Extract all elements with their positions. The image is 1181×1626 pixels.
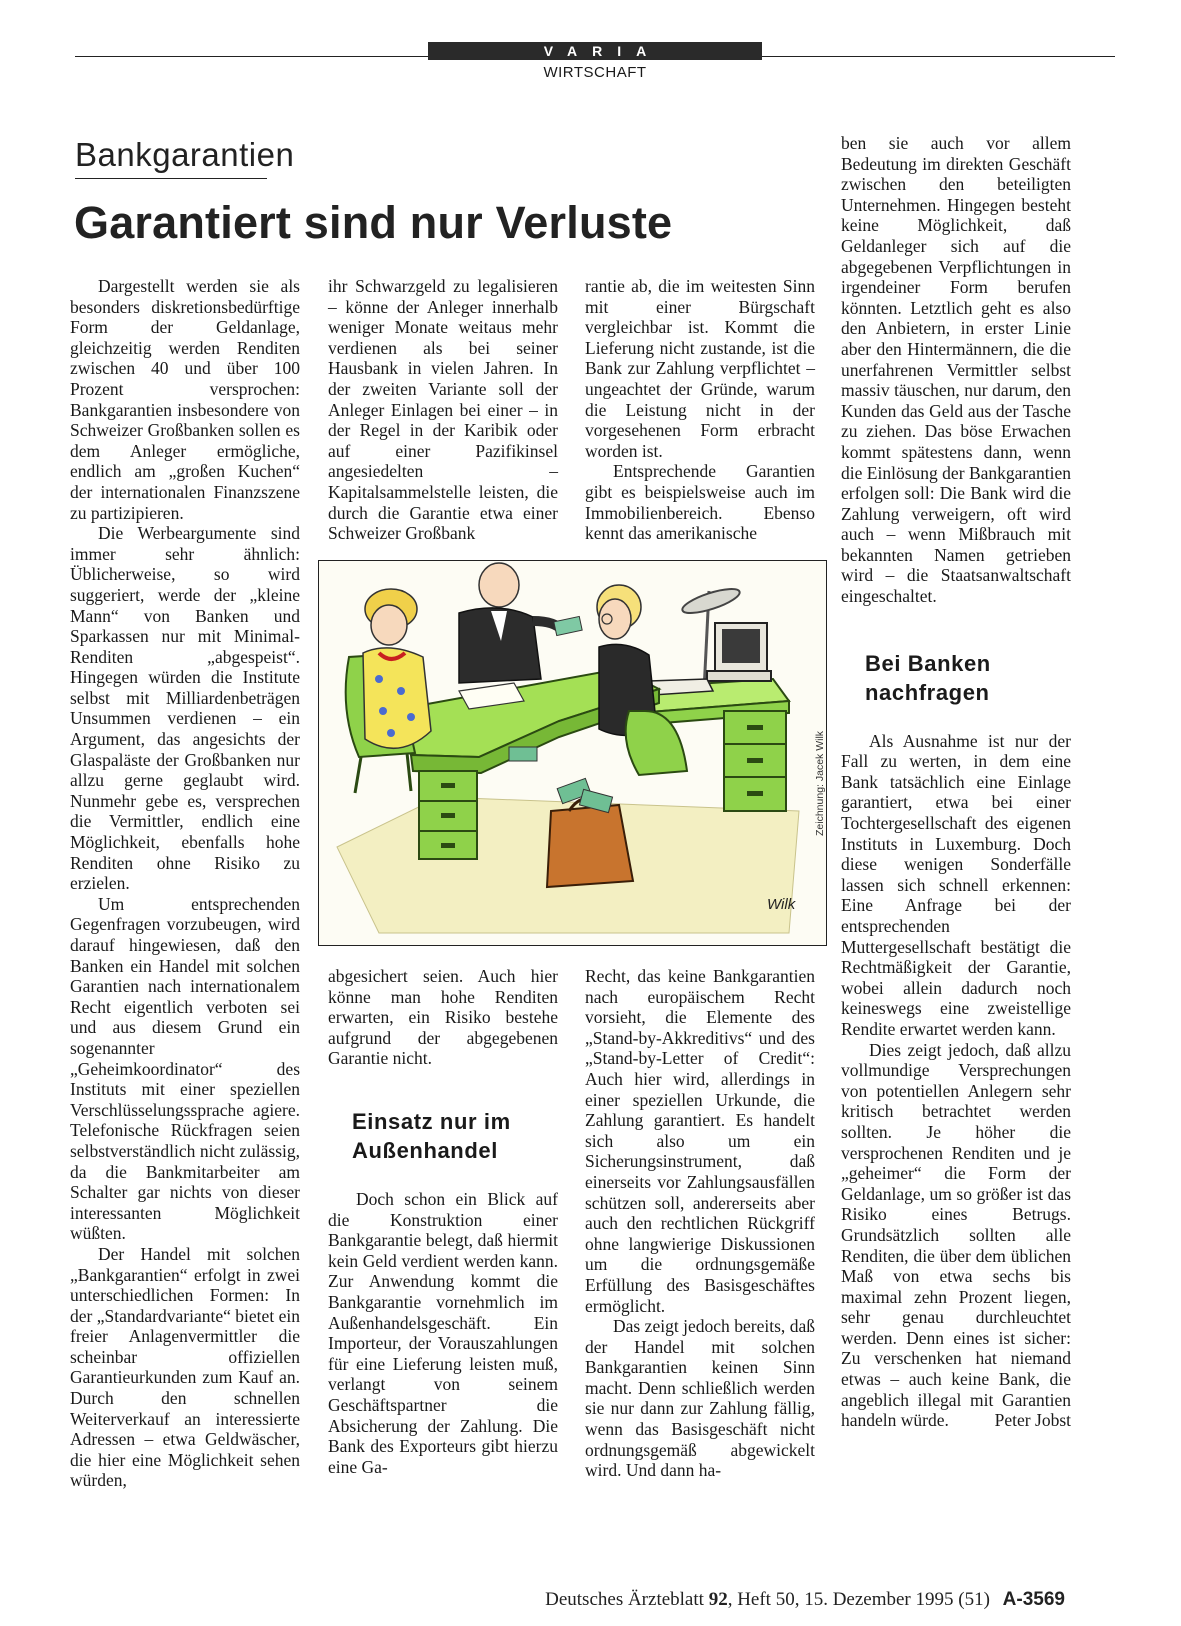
- column-3-top: [585, 276, 815, 544]
- illustration-credit: Zeichnung: Jacek Wilk: [814, 730, 826, 836]
- paragraph: ihr Schwarzgeld zu legalisieren – könne der Anleger innerhalb weniger Monate weitaus mehr verdienen als bei seiner Hausbank in vielen Jahren. In der zweiten Variante soll der Anleger Einlagen bei einer – in der Regel in der Karibik oder auf einer Pazifikinsel angesiedelten – Kapitalsammelstelle leisten, die durch die Garantie etwa einer Schweizer Großbank: [328, 276, 558, 544]
- paragraph: Das zeigt jedoch bereits, daß der Handel mit solchen Bankgarantien keinen Sinn macht. Denn schließlich werden sie nur dann zur Zahlung fällig, wenn das Basisgeschäft nicht ordnungsgemäß abgewickelt wird. Und dann ha-: [585, 1316, 815, 1481]
- paragraph: rantie ab, die im weitesten Sinn mit einer Bürgschaft vergleichbar ist. Kommt die Lieferung nicht zustande, ist die Bank zur Zahlung verpflichtet – ungeachtet der Gründe, warum die Leistung nicht in der vorgesehenen Form erbracht worden ist.: [585, 276, 815, 461]
- column-2-top: [328, 276, 558, 544]
- journal-volume: 92: [708, 1589, 728, 1610]
- article-headline: Garantiert sind nur Verluste: [74, 197, 673, 248]
- page-footer: [545, 1589, 1065, 1611]
- section-bar: VARIA: [428, 42, 762, 60]
- paragraph: Als Ausnahme ist nur der Fall zu werten, in dem eine Bank tatsächlich eine Einlage garantiert, etwa bei einer Tochtergesellschaft des eigenen Instituts in Luxemburg. Doch diese wenigen Sonderfälle lassen sich schnell erkennen: Eine Anfrage bei der entsprechenden Muttergesellschaft bestätigt die Rechtmäßigkeit der Garantie, wobei allein dadurch noch keineswegs eine zweistellige Rendite erwartet werden kann.: [841, 730, 1071, 1039]
- column-1: [70, 276, 300, 1491]
- column-3-bottom: [585, 966, 815, 1481]
- journal-name: Deutsches Ärzteblatt: [545, 1589, 704, 1610]
- page-number: A-3569: [1002, 1589, 1065, 1610]
- cartoon-illustration: [318, 560, 827, 946]
- paragraph: Um entsprechenden Gegenfragen vorzubeugen, wird darauf hingewiesen, daß den Banken ein Handel mit solchen Garantien nach internationalem Recht eigentlich verboten sei und aus diesem Grund ein sogenannter „Geheimkoordinator“ des Instituts mit einer speziellen Verschlüsselungssprache agiere. Telefonische Rückfragen seien selbstverständlich nicht zulässig, da die Bankmitarbeiter am Schalter gar nichts von dieser interessanten Möglichkeit wüßten.: [70, 893, 300, 1244]
- paragraph: Der Handel mit solchen „Bankgarantien“ erfolgt in zwei unterschiedlichen Formen: In der „Standardvariante“ bietet ein freier Anlagenvermittler die scheinbar offiziellen Garantieurkunden zum Kauf an. Durch den schnellen Weiterverkauf an interessierte Adressen – etwa Geldwäscher, die hier eine Möglichkeit sehen würden,: [70, 1243, 300, 1491]
- paragraph: ben sie auch vor allem Bedeutung im direkten Geschäft zwischen den beteiligten Unternehmen. Hingegen besteht keine Möglichkeit, daß Geldanleger sich auf die abgegebenen Verpflichtungen in irgendeiner Form berufen könnten. Letztlich geht es also den Anbietern, in erster Linie aber den Hintermännern, die die unerfahrenen Vermittler selbst massiv täuschen, nur darum, den Kunden das Geld aus der Tasche zu ziehen. Das böse Erwachen kommt spätestens dann, wenn die Einlösung der Bankgarantien erfolgen soll: Die Bank wird die Zahlung verweigern, oft wird auch – wenn Mißbrauch mit bekannten Namen getrieben wird – die Staatsanwaltschaft eingeschaltet.: [841, 133, 1071, 607]
- paragraph: abgesichert seien. Auch hier könne man hohe Renditen erwarten, ein Risiko bestehe aufgrund der abgegebenen Garantie nicht.: [328, 966, 558, 1069]
- paragraph: Entsprechende Garantien gibt es beispielsweise auch im Immobilienbereich. Ebenso kennt das amerikanische: [585, 461, 815, 544]
- subhead-einsatz: Einsatz nur im Außenhandel: [352, 1108, 511, 1163]
- journal-issue: , Heft 50, 15. Dezember 1995 (51): [727, 1589, 990, 1610]
- paragraph: Dargestellt werden sie als besonders diskretionsbedürftige Form der Geldanlage, gleichzeitig werden Renditen zwischen 40 und über 100 Prozent versprochen: Bankgarantien insbesondere von Schweizer Großbanken sollen es dem Anleger ermögliche, endlich am „großen Kuchen“ der internationalen Finanzszene zu partizipieren.: [70, 276, 300, 523]
- subhead-bei-banken: Bei Banken nachfragen: [865, 650, 991, 705]
- column-2-bottom: [328, 966, 558, 1477]
- column-4: [841, 133, 1071, 1431]
- paragraph: Doch schon ein Blick auf die Konstruktion einer Bankgarantie belegt, daß hiermit kein Geld verdient werden kann. Zur Anwendung kommt die Bankgarantie vornehmlich im Außenhandelsgeschäft. Ein Importeur, der Vorauszahlungen für eine Lieferung leisten muß, verlangt von seinem Geschäftspartner die Absicherung der Zahlung. Die Bank des Exporteurs gibt hierzu eine Ga-: [328, 1188, 558, 1477]
- author: Peter Jobst: [994, 1410, 1071, 1431]
- section-label: WIRTSCHAFT: [543, 64, 647, 81]
- artist-signature: Wilk: [767, 896, 796, 913]
- paragraph: Recht, das keine Bankgarantien nach europäischem Recht vorsieht, die Elemente des „Stand-by-Akkreditivs“ und des „Stand-by-Letter of Credit“: Auch hier wird, allerdings in einer speziellen Urkunde, die Zahlung garantiert. Es handelt sich also um ein Sicherungsinstrument, daß einerseits vor Zahlungsausfällen schützen soll, andererseits aber auch den rechtlichen Rückgriff ohne langwierige Diskussionen um die ordnungsgemäße Erfüllung des Basisgeschäftes ermöglicht.: [585, 966, 815, 1316]
- paragraph: Dies zeigt jedoch, daß allzu vollmundige Versprechungen von potentiellen Anlegern sehr kritisch betrachtet werden sollten. Je höher die versprochenen Renditen und je „geheimer“ die Form der Geldanlage, um so größer ist das Risiko eines Betrugs. Grundsätzlich sollten alle Renditen, die über dem üblichen Maß von etwa sechs bis maximal zehn Prozent liegen, sehr genau durchleuchtet werden. Denn eines ist sicher: Zu verschenken hat niemand etwas – auch keine Bank, die angeblich illegal mit Garantien handeln würde. Peter Jobst: [841, 1039, 1071, 1431]
- cartoon-drawing: [319, 561, 826, 945]
- article-kicker: Bankgarantien: [75, 136, 295, 173]
- kicker-underline: [75, 178, 267, 179]
- paragraph: Die Werbeargumente sind immer sehr ähnlich: Üblicherweise, so wird suggeriert, werde der „kleine Mann“ von Banken und Sparkassen nur mit Minimal-Renditen „abgespeist“. Hingegen würden die Institute selbst mit Milliardenbeträgen Unsummen verdienen – ein Argument, das angesichts der Glaspaläste der Großbanken nur allzu gerne geglaubt wird. Nunmehr gebe es, versprechen die Vermittler, endlich eine Möglichkeit, ebenfalls hohe Renditen ohne Risiko zu erzielen.: [70, 523, 300, 894]
